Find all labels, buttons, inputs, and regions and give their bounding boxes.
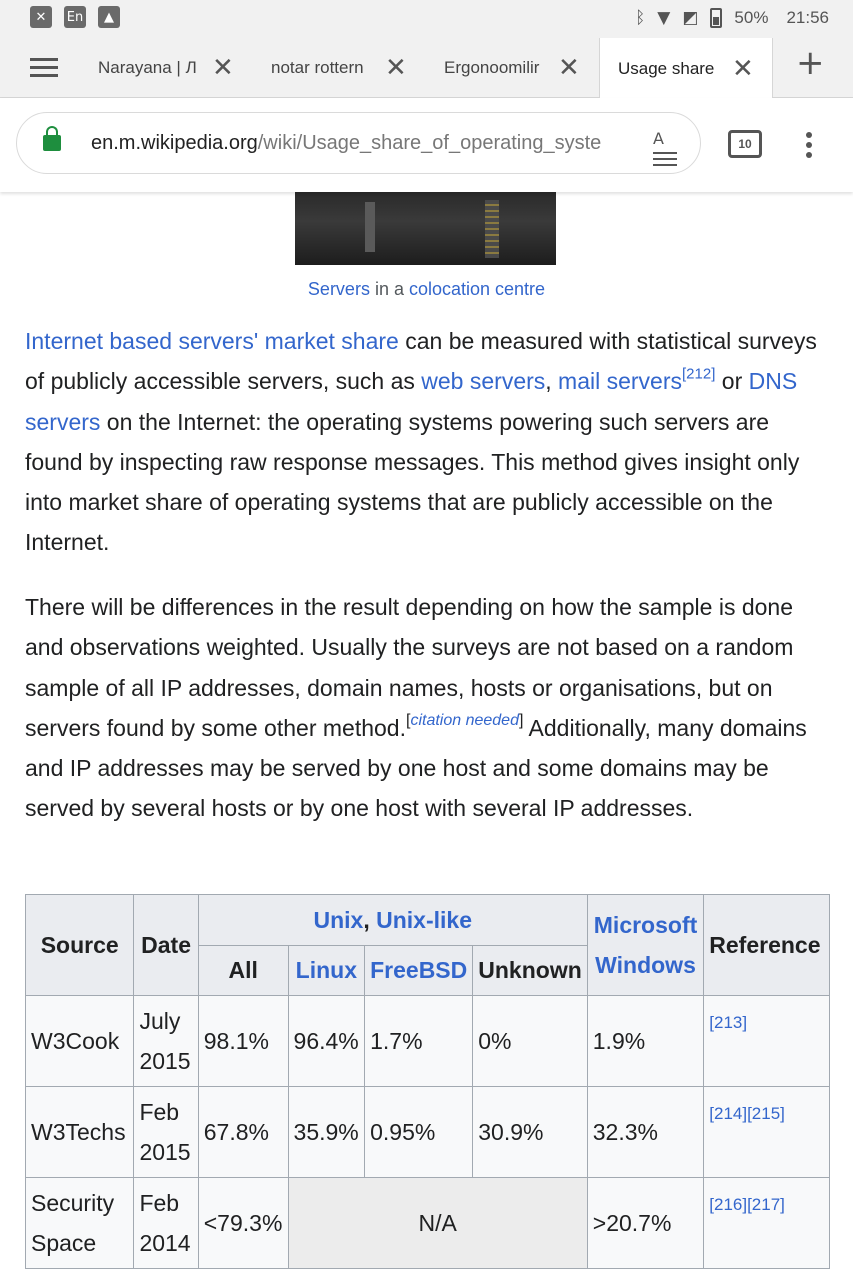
reader-mode-icon[interactable]: A [653,130,677,166]
cell-date: Feb 2014 [134,1178,198,1269]
url-domain: en.m.wikipedia.org [91,132,258,154]
cell-unknown: 30.9% [473,1087,588,1178]
citation-needed-link[interactable]: citation needed [410,711,519,729]
cell-source: Security Space [26,1178,134,1269]
tab-title: Narayana | Л [98,58,197,77]
cell-unknown: 0% [473,996,588,1087]
battery-icon [710,8,722,28]
cell-references[interactable]: [214][215] [704,1087,830,1178]
clock: 21:56 [786,8,829,27]
colocation-centre-link[interactable]: colocation centre [408,279,546,299]
header-linux [288,946,365,996]
close-box-icon: ✕ [30,6,52,28]
status-bar [0,0,853,38]
header-microsoft-windows [587,895,704,996]
header-freebsd [365,946,473,996]
tab-notar[interactable] [271,38,407,98]
cell-not-available: N/A [288,1178,587,1269]
cell-source: W3Techs [26,1087,134,1178]
cell-references[interactable]: [213] [704,996,830,1087]
header-all: All [198,946,288,996]
lock-icon[interactable] [43,135,61,151]
cell-date: Feb 2015 [134,1087,198,1178]
tab-title: Usage share [618,58,715,78]
web-servers-link[interactable]: web servers [421,368,546,395]
header-reference: Reference [704,895,830,996]
url-path: /wiki/Usage_share_of_operating_syste [257,132,602,154]
cell-linux: 35.9% [288,1087,365,1178]
linux-link[interactable]: Linux [295,957,357,983]
address-bar-area [0,98,853,192]
para1-text-1: can be measured with statistical surveys of publicly accessible servers, such as [25,328,817,395]
cn-bracket-close: ] [518,711,524,729]
cn-bracket-open: [ [405,711,411,729]
close-tab-icon[interactable]: ✕ [385,53,407,83]
para1-text-4: on the Internet: the operating systems powering such servers are found by inspecting raw response messages. This method gives insight only into market share of operating systems that are publicly accessible on the Internet. [25,408,800,556]
battery-percent: 50% [734,8,769,27]
overflow-menu-icon[interactable] [806,132,814,162]
bluetooth-icon: ᛒ [635,8,646,28]
cell-linux: 96.4% [288,996,365,1087]
cell-freebsd: 0.95% [365,1087,473,1178]
tab-switcher-icon[interactable]: 10 [728,130,762,158]
unix-link[interactable]: Unix [313,906,364,933]
cell-windows: >20.7% [587,1178,704,1269]
microsoft-windows-link[interactable]: Microsoft Windows [593,912,698,978]
tab-strip [0,38,853,98]
dns-servers-link[interactable]: DNS servers [25,368,798,435]
close-tab-icon[interactable]: ✕ [558,53,580,83]
para1-text-3: or [715,368,749,395]
tab-title: Ergonoomilir [444,58,540,77]
hamburger-menu-icon[interactable] [30,58,58,78]
cell-all: <79.3% [198,1178,288,1269]
cell-references[interactable]: [216][217] [704,1178,830,1269]
cell-all: 67.8% [198,1087,288,1178]
table-row [26,1087,830,1178]
header-date: Date [134,895,198,996]
mail-servers-link[interactable]: mail servers [558,368,683,395]
server-share-table [25,894,830,1269]
url-bar[interactable] [16,112,701,174]
header-source: Source [26,895,134,996]
tab-ergonoomili[interactable] [444,38,580,98]
table-row [26,996,830,1087]
close-tab-icon[interactable]: ✕ [732,53,754,84]
tab-narayana[interactable] [98,38,234,98]
keyboard-language-icon: En [64,6,86,28]
cell-freebsd: 1.7% [365,996,473,1087]
caption-text: in a [369,279,409,299]
tab-title: notar rottern [271,58,364,77]
header-comma: , [363,906,377,933]
header-unknown: Unknown [473,946,588,996]
cell-windows: 1.9% [587,996,704,1087]
para2-text-1: There will be differences in the result depending on how the sample is done and observations weighted. Usually the surveys are not based on a random sample of all IP addresses, domain names, hosts or organisations, but on servers found by some other method. [25,594,794,741]
unix-like-link[interactable]: Unix-like [376,906,472,933]
reference-212[interactable]: [212] [682,365,716,383]
wifi-icon: ▼ [657,8,671,28]
cell-windows: 32.3% [587,1087,704,1178]
image-icon: ▲ [98,6,120,28]
table-row [26,1178,830,1269]
header-unix-group [198,895,587,946]
cell-source: W3Cook [26,996,134,1087]
table-scroll-container[interactable] [0,192,830,1280]
internet-servers-market-share-link[interactable]: Internet based servers' market share [25,328,399,354]
para2-text-2: Additionally, many domains and IP addresses may be served by one host and some domains may be served by several hosts or by one host with several IP addresses. [25,714,807,822]
tab-usage-share[interactable] [599,38,773,99]
cell-date: July 2015 [134,996,198,1087]
no-sim-icon: ◩ [682,8,699,28]
freebsd-link[interactable]: FreeBSD [370,957,468,983]
new-tab-plus-icon[interactable]: + [796,43,825,83]
para1-text-2: , [545,368,559,395]
close-tab-icon[interactable]: ✕ [212,53,234,83]
page-content [0,192,853,1280]
servers-link[interactable]: Servers [307,279,370,299]
cell-all: 98.1% [198,996,288,1087]
url-text[interactable] [91,132,639,155]
